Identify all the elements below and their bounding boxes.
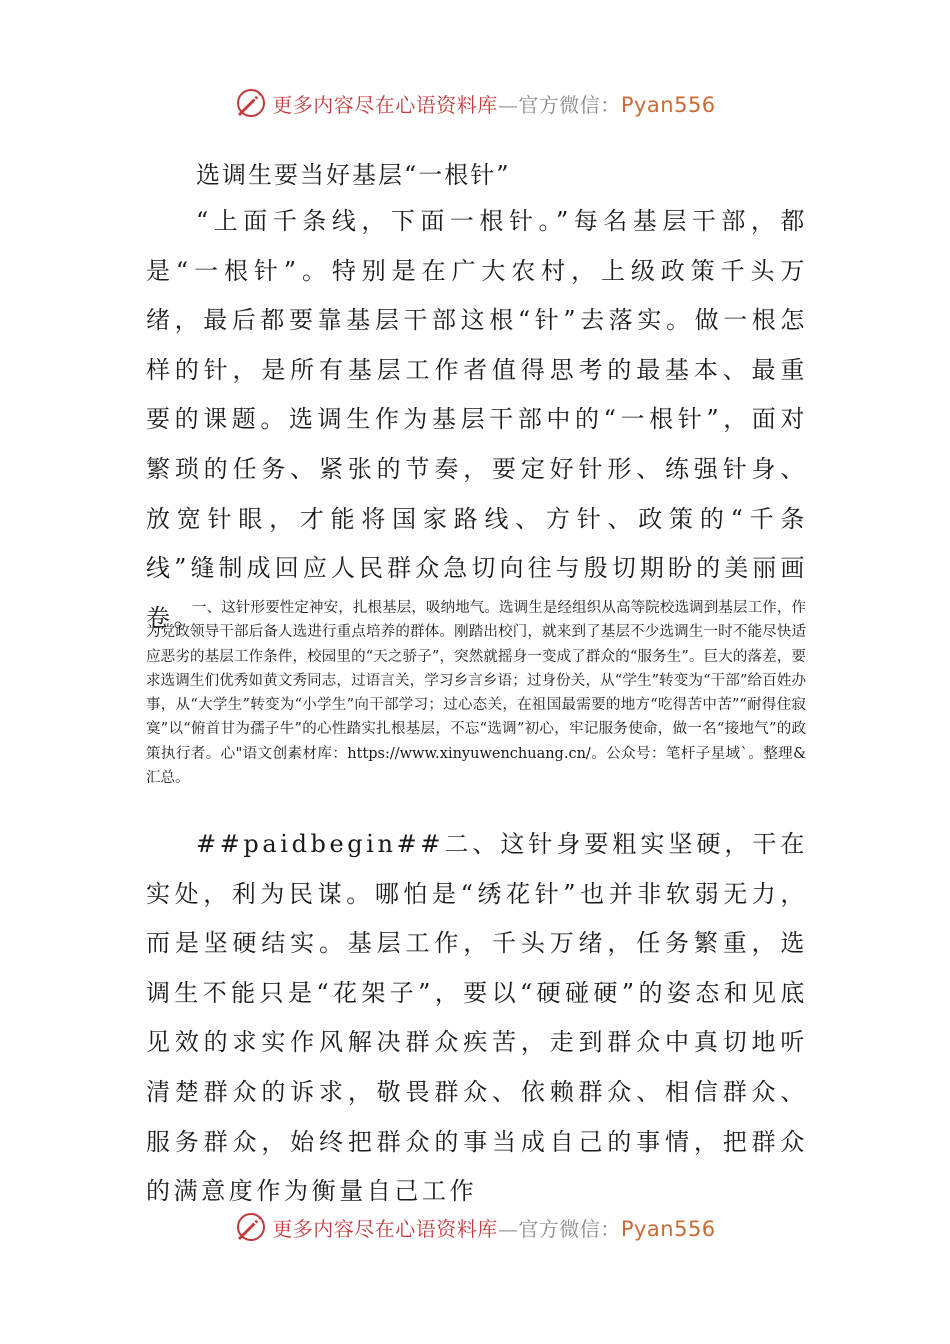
header-banner-text [272,89,715,118]
header-banner [0,78,950,128]
paragraph-intro: “上面千条线，下面一根针。”每名基层干部，都是“一根针”。特别是在广大农村，上级政策千头万绪，最后都要靠基层干部这根“针”去落实。做一根怎样的针，是所有基层工作者值得思考的最基本、最重要的课题。选调生作为基层干部中的“一根针”，面对繁琐的任务、紧张的节奏，要定好针形、练强针身、放宽针眼，才能将国家路线、方针、政策的“千条线”缝制成回应人民群众急切向往与殷切期盼的美丽画卷。 [146,207,808,632]
footer-banner-main: 更多内容尽在心语资料库 [272,1216,498,1241]
header-banner-label: 官方微信： [518,92,621,117]
footer-banner-text [272,1213,715,1242]
footer-banner-label: 官方微信： [518,1216,621,1241]
document-title: 选调生要当好基层“一根针” [196,161,511,189]
footer-banner-wechat-id: Pyan556 [620,1216,716,1241]
header-banner-main: 更多内容尽在心语资料库 [272,92,498,117]
header-banner-wechat-id: Pyan556 [620,92,716,117]
pen-nib-logo-icon [234,1210,268,1244]
footer-banner [0,1202,950,1252]
paragraph-section-one: 一、这针形要性定神安，扎根基层，吸纳地气。选调生是经组织从高等院校选调到基层工作，作为党政领导干部后备人选进行重点培养的群体。刚踏出校门，就来到了基层不少选调生一时不能尽快适应恶劣的基层工作条件，校园里的“天之骄子”，突然就摇身一变成了群众的“服务生”。巨大的落差，要求选调生们优秀如黄文秀同志，过语言关，学习乡言乡语；过身份关，从“学生”转变为“干部”给百姓办事，从“大学生”转变为“小学生”向干部学习；过心态关，在祖国最需要的地方“吃得苦中苦”“耐得住寂寞”以“俯首甘为孺子牛”的心性踏实扎根基层，不忘“选调”初心，牢记服务使命，做一名“接地气”的政策执行者。心"语文创素材库：https://www.xinyuwenchuang.cn/。公众号：笔杆子星域`。整理&汇总。 [146,600,806,787]
pen-nib-logo-icon [234,86,268,120]
header-banner-dash: — [497,92,519,117]
footer-banner-dash: — [497,1216,519,1241]
paragraph-section-two: ##paidbegin##二、这针身要粗实坚硬，干在实处，利为民谋。哪怕是“绣花针”也并非软弱无力，而是坚硬结实。基层工作，千头万绪，任务繁重，选调生不能只是“花架子”，要以“硬碰硬”的姿态和见底见效的求实作风解决群众疾苦，走到群众中真切地听清楚群众的诉求，敬畏群众、依赖群众、相信群众、服务群众，始终把群众的事当成自己的事情，把群众的满意度作为衡量自己工作 [146,830,808,1206]
